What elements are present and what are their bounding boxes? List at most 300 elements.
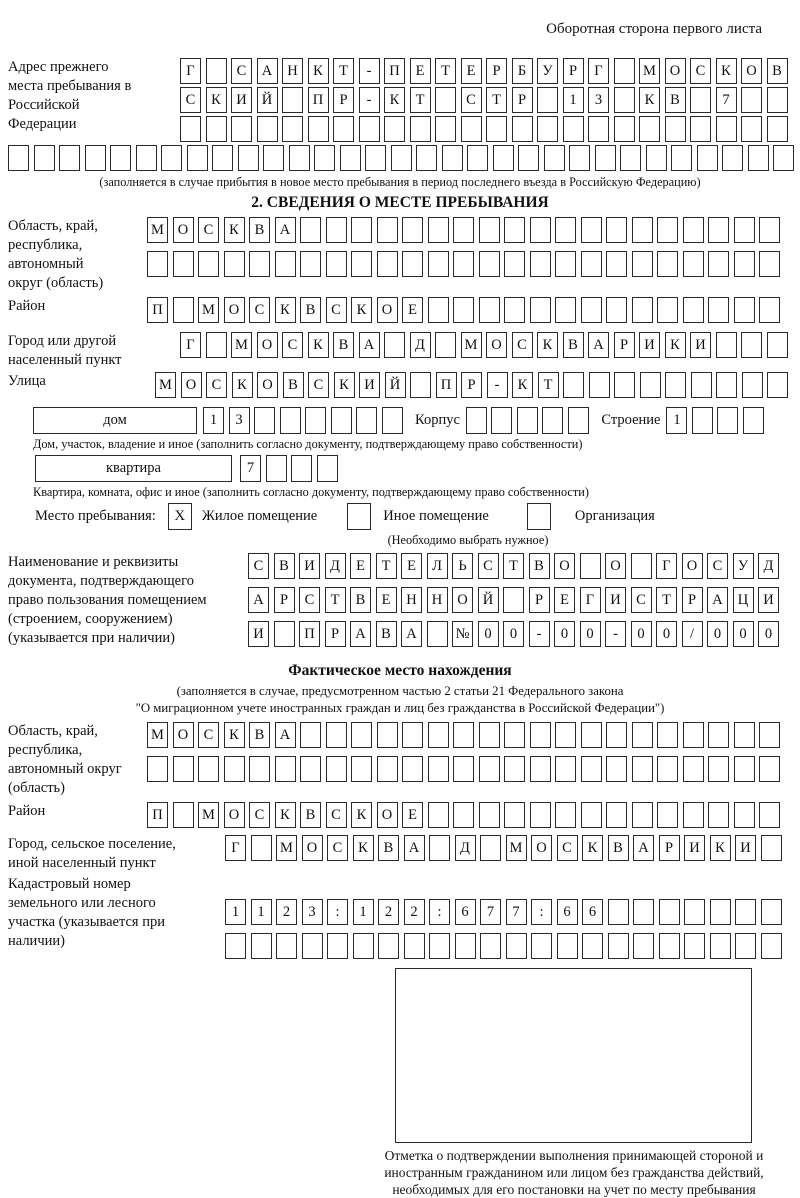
char-box: Г [180,58,201,84]
char-box: В [376,621,397,647]
char-box [734,802,755,828]
char-box: 0 [503,621,524,647]
char-box [410,116,431,142]
char-box [404,933,425,959]
char-box [428,217,449,243]
char-box: 0 [631,621,652,647]
char-box: О [452,587,473,613]
char-box: Е [402,297,423,323]
char-box: К [224,217,245,243]
char-box: П [436,372,457,398]
char-box [542,407,563,434]
char-box: 1 [225,899,246,925]
char-box: О [486,332,507,358]
char-box [608,933,629,959]
char-box [491,407,512,434]
char-box: Л [427,553,448,579]
char-box [759,802,780,828]
char-box [690,87,711,113]
char-box [365,145,386,171]
char-box [657,297,678,323]
organization-checkbox [527,503,551,530]
char-box [608,899,629,925]
char-box [377,722,398,748]
stay-place-label: Место пребывания: [35,508,156,524]
char-box: К [206,87,227,113]
char-box [530,722,551,748]
prev-address-line-4-full [8,145,792,171]
char-box: Е [410,58,431,84]
char-box: Т [503,553,524,579]
char-box [231,116,252,142]
char-box [479,217,500,243]
char-box [428,802,449,828]
char-box [588,116,609,142]
char-box: Р [486,58,507,84]
char-box [402,722,423,748]
char-box: Т [538,372,559,398]
char-box: 7 [480,899,501,925]
char-box: В [249,217,270,243]
char-box [734,756,755,782]
char-box: 1 [251,899,272,925]
char-box: : [327,899,348,925]
char-box: - [359,87,380,113]
char-box [734,297,755,323]
korpus-boxes [466,407,594,434]
char-box [741,87,762,113]
char-box [767,332,788,358]
char-box: С [461,87,482,113]
char-box [531,933,552,959]
char-box [759,251,780,277]
char-box [317,455,338,482]
char-box [428,297,449,323]
cadastre-label: Кадастровый номер земельного или лесного участка (указывается при наличии) [8,876,165,949]
char-box [767,116,788,142]
prev-address-caption: (заполняется в случае прибытия в новое место пребывания в период последнего въезда в Российскую Федерацию) [99,175,701,189]
char-box: С [198,722,219,748]
char-box: О [605,553,626,579]
char-box [326,251,347,277]
char-box: О [665,58,686,84]
char-box [147,756,168,782]
char-box: Т [325,587,346,613]
char-box [569,145,590,171]
stay-place-note: (Необходимо выбрать нужное) [387,533,549,547]
other-premises-label: Иное помещение [383,508,489,524]
char-box: С [557,835,578,861]
char-box [238,145,259,171]
char-box [173,802,194,828]
char-box [326,756,347,782]
stroenie-boxes [666,407,768,434]
char-box [326,722,347,748]
char-box [356,407,377,434]
char-box: 6 [557,899,578,925]
char-box: А [257,58,278,84]
prev-address-rows [180,58,792,145]
stay-place-row [35,503,792,530]
char-box [657,756,678,782]
document-label: Наименование и реквизиты документа, подтверждающего право пользования помещением (строением, сооружением) (указывается при наличии) [8,554,207,646]
char-box [717,407,738,434]
char-box: 2 [276,899,297,925]
actual-district-label: Район [8,803,46,819]
char-box: Т [333,58,354,84]
char-box: 3 [229,407,250,434]
char-box: 1 [666,407,687,434]
char-box [631,553,652,579]
char-box [657,722,678,748]
char-box [582,933,603,959]
char-box [198,756,219,782]
char-box [187,145,208,171]
char-box: О [302,835,323,861]
char-box: 6 [582,899,603,925]
char-box: С [308,372,329,398]
region-label: Область, край, республика, автономный округ (область) [8,218,104,291]
char-box: У [733,553,754,579]
char-box [657,217,678,243]
char-box: К [665,332,686,358]
region-rows [147,217,785,280]
char-box: Т [376,553,397,579]
char-box [606,297,627,323]
char-box [305,407,326,434]
char-box: С [690,58,711,84]
char-box: И [605,587,626,613]
char-box: 0 [758,621,779,647]
char-box [333,116,354,142]
char-box [735,899,756,925]
char-box [544,145,565,171]
char-box: С [231,58,252,84]
char-box [639,116,660,142]
char-box: 7 [716,87,737,113]
char-box [453,217,474,243]
char-box [435,87,456,113]
street-label: Улица [8,373,46,389]
char-box: Р [563,58,584,84]
char-box: И [359,372,380,398]
char-box: В [274,553,295,579]
char-box [442,145,463,171]
char-box [249,251,270,277]
document-line-1 [248,553,784,579]
char-box: В [563,332,584,358]
char-box [767,87,788,113]
char-box [530,251,551,277]
char-box [606,756,627,782]
char-box: М [155,372,176,398]
house-labelbox: дом [33,407,197,434]
char-box: В [283,372,304,398]
char-box: К [710,835,731,861]
char-box: С [326,802,347,828]
prev-address-line-1 [180,58,792,84]
char-box: Ц [733,587,754,613]
char-box [708,217,729,243]
char-box [300,251,321,277]
char-box [282,87,303,113]
document-block [8,553,792,655]
char-box: Ь [452,553,473,579]
char-box [734,251,755,277]
char-box [453,756,474,782]
char-box: Е [350,553,371,579]
char-box [402,251,423,277]
city-block [8,332,792,370]
char-box [671,145,692,171]
char-box: 6 [455,899,476,925]
char-box: А [588,332,609,358]
char-box [708,802,729,828]
char-box: Е [376,587,397,613]
char-box [506,933,527,959]
char-box [708,297,729,323]
char-box: М [276,835,297,861]
char-box: И [758,587,779,613]
char-box [351,251,372,277]
char-box [147,251,168,277]
char-box [606,722,627,748]
char-box [773,145,794,171]
char-box: А [275,722,296,748]
char-box: У [537,58,558,84]
char-box [530,802,551,828]
char-box [384,332,405,358]
char-box [537,116,558,142]
char-box [212,145,233,171]
prev-address-line-2 [180,87,792,113]
char-box: К [308,332,329,358]
char-box: Г [180,332,201,358]
char-box: - [359,58,380,84]
dwelling-label: Жилое помещение [201,508,318,524]
actual-district-block [8,802,792,831]
char-box [266,455,287,482]
stroenie-label: Строение [601,412,661,428]
char-box [555,722,576,748]
char-box: Р [325,621,346,647]
street-line [155,372,793,398]
char-box [683,722,704,748]
char-box [410,372,431,398]
char-box [595,145,616,171]
actual-city-block [8,835,792,873]
char-box [384,116,405,142]
char-box: К [334,372,355,398]
char-box [708,251,729,277]
char-box: П [147,802,168,828]
char-box [557,933,578,959]
char-box: С [478,553,499,579]
char-box [722,145,743,171]
char-box [224,251,245,277]
char-box [555,756,576,782]
char-box [453,251,474,277]
char-box [761,899,782,925]
char-box [659,933,680,959]
char-box [606,251,627,277]
char-box [453,722,474,748]
char-box: А [401,621,422,647]
city-line [180,332,792,358]
char-box [34,145,55,171]
char-box [479,756,500,782]
char-box: 2 [378,899,399,925]
char-box: № [452,621,473,647]
char-box: Й [385,372,406,398]
char-box [110,145,131,171]
char-box: Е [402,802,423,828]
char-box [563,372,584,398]
house-caption: Дом, участок, владение и иное (заполнить согласно документу, подтверждающему право собственности) [33,437,583,451]
char-box [697,145,718,171]
char-box: С [249,802,270,828]
char-box [710,899,731,925]
char-box [263,145,284,171]
char-box: К [275,802,296,828]
char-box: С [206,372,227,398]
char-box: А [707,587,728,613]
char-box [479,297,500,323]
char-box: А [248,587,269,613]
char-box [340,145,361,171]
char-box [759,756,780,782]
char-box [568,407,589,434]
char-box [646,145,667,171]
char-box [359,116,380,142]
char-box: К [582,835,603,861]
char-box [614,87,635,113]
char-box [555,297,576,323]
char-box: М [198,297,219,323]
char-box [249,756,270,782]
char-box: О [224,802,245,828]
char-box: О [181,372,202,398]
actual-district-line [147,802,785,828]
char-box: В [350,587,371,613]
prev-address-line-3 [180,116,792,142]
char-box [206,332,227,358]
char-box [377,217,398,243]
char-box [180,116,201,142]
char-box [504,251,525,277]
char-box: М [147,217,168,243]
char-box: К [639,87,660,113]
char-box [530,297,551,323]
char-box: - [487,372,508,398]
char-box: М [639,58,660,84]
char-box [504,722,525,748]
char-box [580,553,601,579]
char-box: О [224,297,245,323]
char-box: Й [257,87,278,113]
char-box: И [299,553,320,579]
char-box [503,587,524,613]
actual-region-block [8,722,792,798]
char-box: 1 [203,407,224,434]
char-box [614,116,635,142]
char-box: С [282,332,303,358]
char-box: С [198,217,219,243]
char-box [589,372,610,398]
char-box: К [537,332,558,358]
char-box [8,145,29,171]
char-box [632,251,653,277]
char-box: 0 [580,621,601,647]
char-box [742,372,763,398]
district-label: Район [8,298,46,314]
char-box [517,407,538,434]
char-box [761,835,782,861]
char-box [428,251,449,277]
char-box [429,933,450,959]
char-box: 1 [353,899,374,925]
house-number-boxes [203,407,407,434]
char-box [479,722,500,748]
char-box [734,722,755,748]
char-box [453,297,474,323]
char-box: О [682,553,703,579]
char-box [351,756,372,782]
apartment-boxes [240,455,342,482]
char-box: М [147,722,168,748]
char-box [684,899,705,925]
document-line-2 [248,587,784,613]
char-box: 2 [404,899,425,925]
char-box [251,933,272,959]
char-box: 3 [588,87,609,113]
char-box [659,899,680,925]
char-box: М [231,332,252,358]
char-box [632,722,653,748]
char-box [429,835,450,861]
char-box [136,145,157,171]
char-box: Т [410,87,431,113]
char-box: П [384,58,405,84]
apartment-labelbox: квартира [35,455,232,482]
char-box: К [384,87,405,113]
char-box [665,116,686,142]
char-box [480,835,501,861]
cadastre-line-2 [225,933,786,959]
char-box: Н [401,587,422,613]
actual-region-line-1 [147,722,785,748]
district-block [8,297,792,326]
char-box [741,116,762,142]
char-box [504,297,525,323]
actual-location-title: Фактическое место нахождения [288,662,512,679]
char-box [537,87,558,113]
char-box: А [633,835,654,861]
char-box: 0 [656,621,677,647]
char-box [620,145,641,171]
char-box: П [308,87,329,113]
char-box [282,116,303,142]
char-box: К [351,297,372,323]
char-box: И [231,87,252,113]
page-side-note: Оборотная сторона первого листа [546,21,762,37]
char-box [435,116,456,142]
char-box: Н [282,58,303,84]
char-box [748,145,769,171]
char-box [206,116,227,142]
char-box [377,251,398,277]
char-box: С [327,835,348,861]
